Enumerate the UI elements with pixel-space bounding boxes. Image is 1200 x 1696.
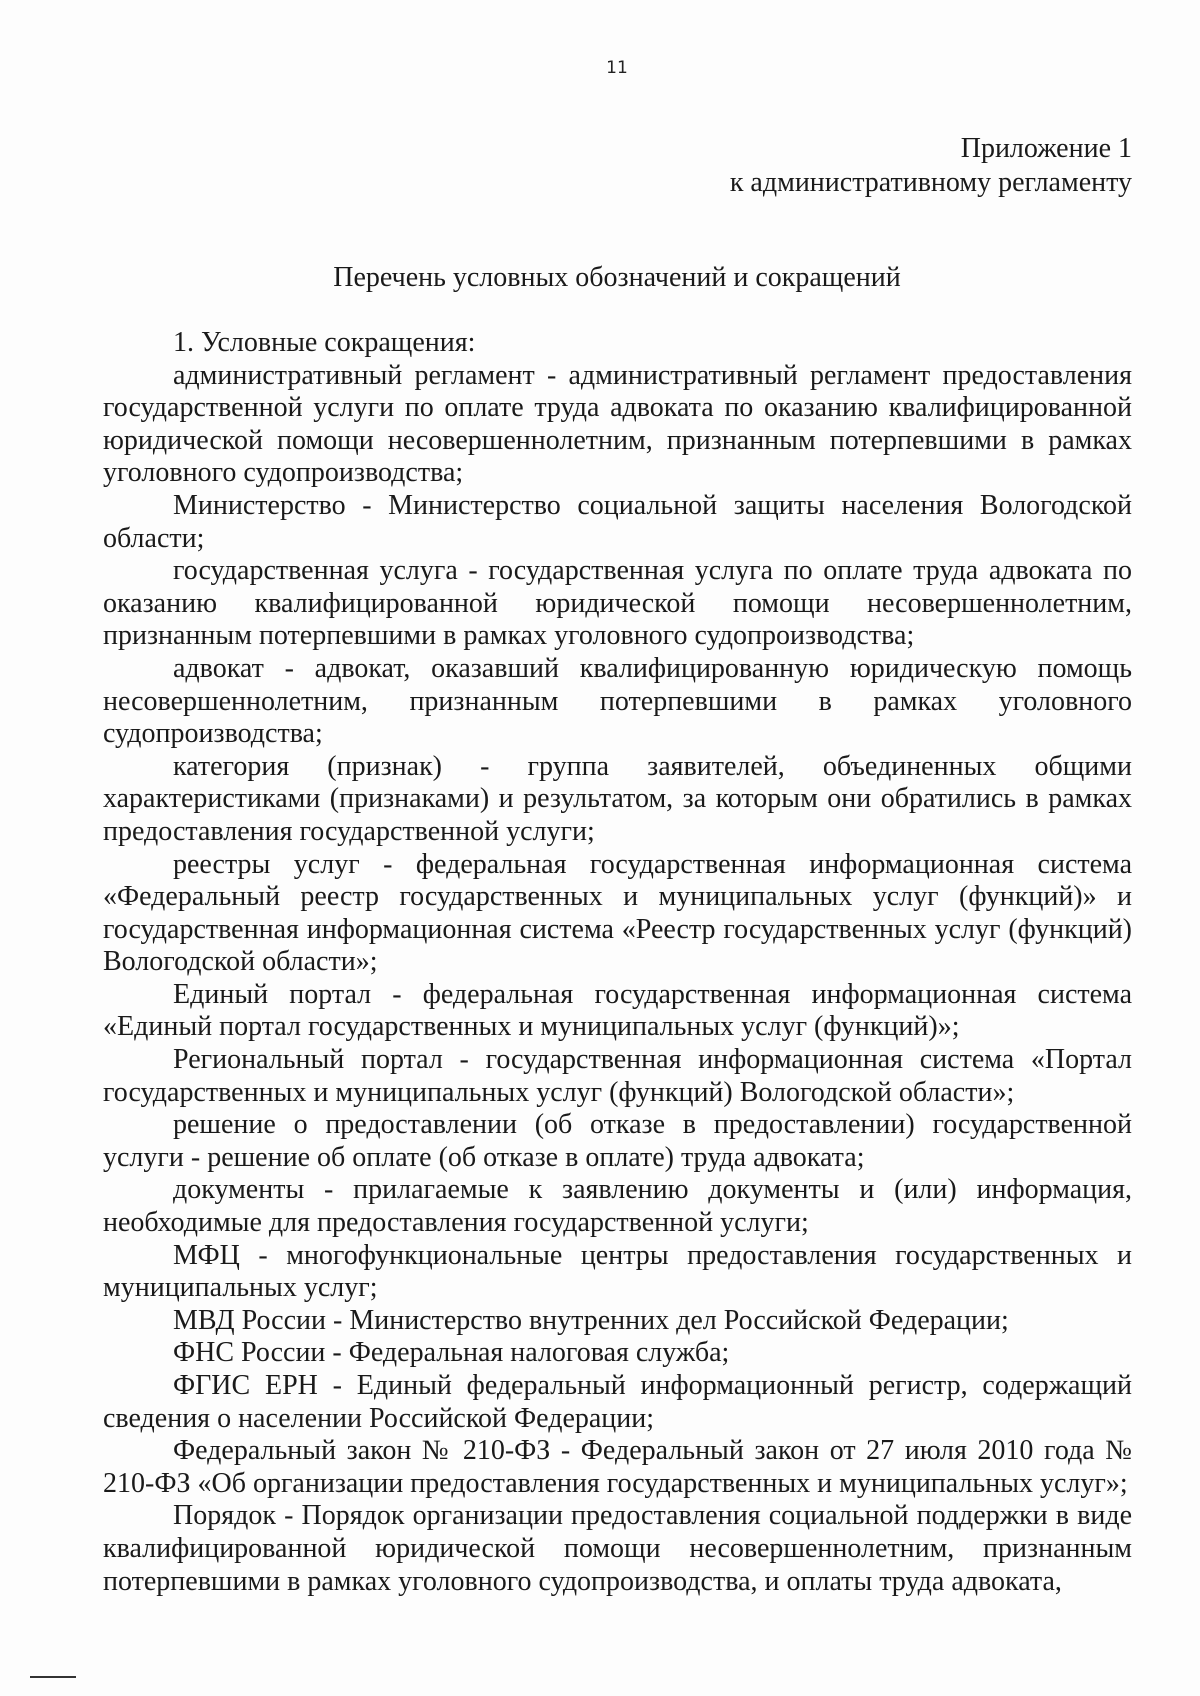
paragraph: документы - прилагаемые к заявлению документы и (или) информация, необходимые для предоставления государственной услуги; (103, 1174, 1132, 1239)
page-number: 11 (606, 58, 628, 78)
paragraph: МВД России - Министерство внутренних дел Российской Федерации; (173, 1304, 1009, 1336)
footnote-divider (30, 1676, 76, 1678)
paragraph: государственная услуга - государственная услуга по оплате труда адвоката по оказанию квалифицированной юридической помощи несовершеннолетним, признанным потерпевшими в рамках уголовного судопроизводства; (103, 555, 1132, 652)
paragraph: реестры услуг - федеральная государственная информационная система «Федеральный реестр государственных и муниципальных услуг (функций)» и государственная информационная система «Реестр государственных услуг (функций) Вологодской области»; (103, 848, 1132, 978)
paragraph: ФНС России - Федеральная налоговая служба; (173, 1337, 730, 1369)
appendix-line-1: Приложение 1 (960, 133, 1132, 164)
paragraph: категория (признак) - группа заявителей, объединенных общими характеристиками (признаками) и результатом, за которым они обратились в рамках предоставления государственной услуги; (103, 750, 1132, 847)
paragraph: решение о предоставлении (об отказе в предоставлении) государственной услуги - решение об оплате (об отказе в оплате) труда адвоката; (103, 1109, 1132, 1173)
appendix-line-2: к административному регламенту (729, 167, 1132, 198)
paragraph: Министерство - Министерство социальной защиты населения Вологодской области; (103, 489, 1132, 554)
paragraph: МФЦ - многофункциональные центры предоставления государственных и муниципальных услуг; (103, 1239, 1132, 1304)
paragraph: Федеральный закон № 210-ФЗ - Федеральный закон от 27 июля 2010 года № 210-ФЗ «Об организации предоставления государственных и муниципальных услуг»; (103, 1435, 1132, 1499)
paragraph: административный регламент - административный регламент предоставления государственной услуги по оплате труда адвоката по оказанию квалифицированной юридической помощи несовершеннолетним, признанным потерпевшими в рамках уголовного судопроизводства; (103, 359, 1132, 489)
paragraph: Порядок - Порядок организации предоставления социальной поддержки в виде квалифицированной юридической помощи несовершеннолетним, признанным потерпевшими в рамках уголовного судопроизводства, и оплаты труда адвоката, (103, 1500, 1132, 1597)
paragraph: адвокат - адвокат, оказавший квалифицированную юридическую помощь несовершеннолетним, признанным потерпевшими в рамках уголовного судопроизводства; (103, 652, 1132, 750)
paragraph: Региональный портал - государственная информационная система «Портал государственных и муниципальных услуг (функций) Вологодской области»; (103, 1044, 1132, 1108)
document-body (103, 327, 1132, 1598)
document-title: Перечень условных обозначений и сокращений (333, 262, 901, 293)
appendix-header (730, 132, 1132, 200)
paragraph: ФГИС ЕРН - Единый федеральный информационный регистр, содержащий сведения о населении Российской Федерации; (103, 1370, 1132, 1434)
paragraph: 1. Условные сокращения: (173, 327, 476, 358)
paragraph: Единый портал - федеральная государственная информационная система «Единый портал государственных и муниципальных услуг (функций)»; (103, 978, 1132, 1043)
